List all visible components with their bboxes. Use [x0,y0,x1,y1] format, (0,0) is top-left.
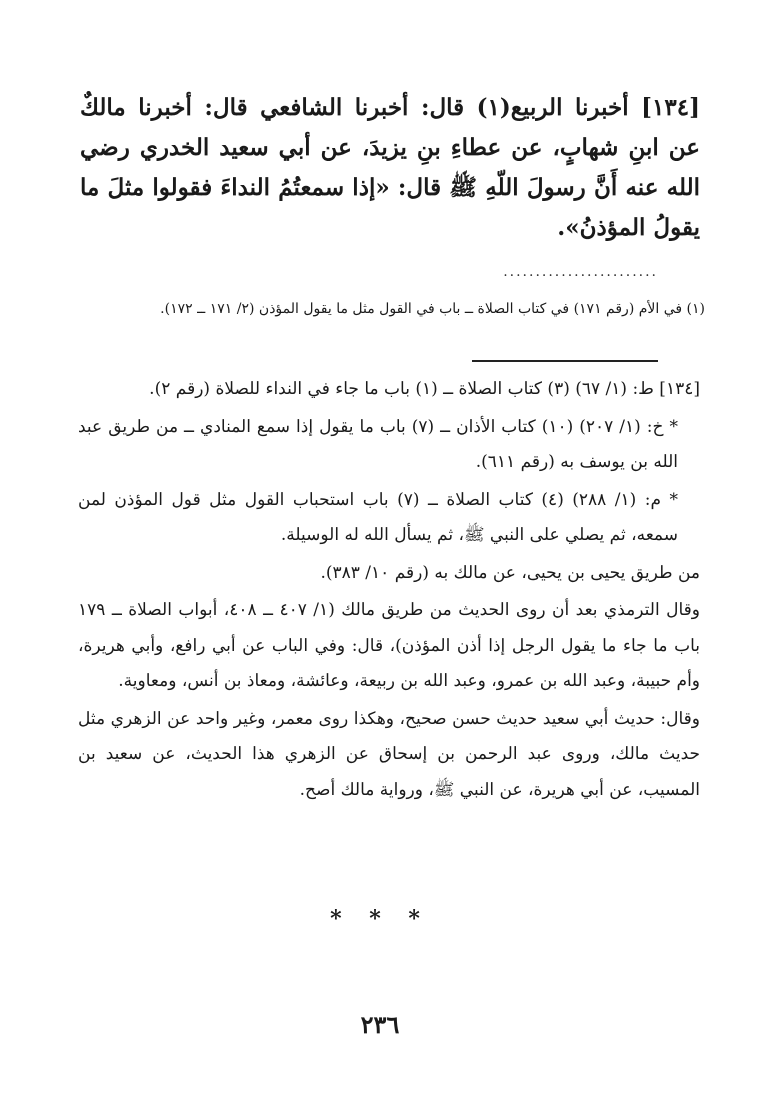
takhrij-muslim-chain: من طريق يحيى بن يحيى، عن مالك به (رقم ١٠/ ٣٨٣). [320,562,700,583]
hadith-paragraph [80,88,700,248]
section-end-stars: * * * [330,906,430,932]
hadith-number: [١٣٤] [641,94,700,121]
hadith-text [80,88,700,248]
takhrij-tirmidhi-comment: وقال: حديث أبي سعيد حديث حسن صحيح، وهكذا روى معمر، وغير واحد عن الزهري مثل حديث مالك، وروى عبد الرحمن بن إسحاق عن الزهري هذا الحديث، عن سعيد بن المسيب، عن أبي هريرة، عن النبي ﷺ، ورواية مالك أصح. [78,708,700,800]
takhrij-tirmidhi: وقال الترمذي بعد أن روى الحديث من طريق مالك (١/ ٤٠٧ ــ ٤٠٨، أبواب الصلاة ــ ١٧٩ باب ما جاء ما يقول الرجل إذا أذن المؤذن)، قال: وفي الباب عن أبي رافع، وأبي هريرة، وأم حبيبة، وعبد الله بن عمرو، وعبد الله بن ربيعة، وعائشة، ومعاذ بن أنس، ومعاوية. [78,600,700,691]
section-divider [472,360,658,362]
hadith-body: أخبرنا الربيع(١) قال: أخبرنا الشافعي قال: أخبرنا مالكٌ عن ابنِ شهابٍ، عن عطاءِ بنِ يزيدَ، عن أبي سعيد الخدري رضي الله عنه أَنَّ رسولَ اللّهِ ﷺ قال: «إذا سمعتُمُ النداءَ فقولوا مثلَ ما يقولُ المؤذنُ». [80,94,700,241]
takhrij-section [78,372,700,810]
takhrij-muwatta: [١٣٤] ط: (١/ ٦٧) (٣) كتاب الصلاة ــ (١) باب ما جاء في النداء للصلاة (رقم ٢). [149,379,700,399]
footnote: (١) في الأم (رقم ١٧١) في كتاب الصلاة ــ باب في القول مثل ما يقول المؤذن (٢/ ١٧١ ــ ١٧٢). [160,301,705,317]
page-number: ٢٣٦ [360,1010,400,1039]
takhrij-bukhari: * خ: (١/ ٢٠٧) (١٠) كتاب الأذان ــ (٧) باب ما يقول إذا سمع المنادي ــ من طريق عبد الله بن يوسف به (رقم ٦١١). [78,416,678,472]
takhrij-muslim: * م: (١/ ٢٨٨) (٤) كتاب الصلاة ــ (٧) باب استحباب القول مثل قول المؤذن لمن سمعه، ثم يصلي على النبي ﷺ، ثم يسأل الله له الوسيلة. [78,489,678,545]
footnote-separator: ........................ [503,264,658,280]
